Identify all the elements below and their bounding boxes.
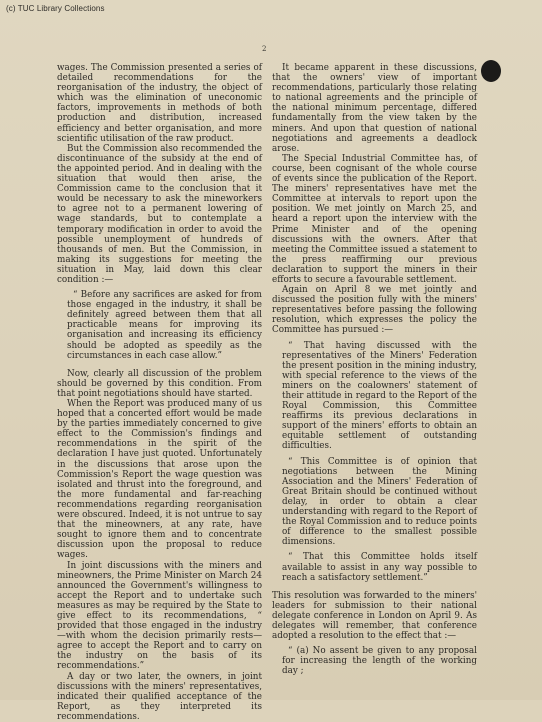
paragraph: But the Commission also recommended the discontinuance of the subsidy at the end of the appointed period. And in dealing with the situation that would then arise, the Commission came to the conclusion that it would be necessary to ask the mineworkers to agree not to a permanent lowering of wage standards, but to contemplate a temporary modification in order to avoid the possible unemployment of hundreds of thousands of men. But the Commission, in making its suggestions for meeting the situation in May, laid down this clear condition :— (57, 143, 262, 285)
block-quote: “ That this Committee holds itself available to assist in any way possible to reach a satisfactory settlement.” (282, 552, 477, 583)
paragraph: Again on April 8 we met jointly and discussed the position fully with the miners' representatives before passing the following resolution, which expresses the policy the Committee has pursued :— (272, 285, 477, 336)
paragraph: The Special Industrial Committee has, of course, been cognisant of the whole course of events since the publication of the Report. The miners' representatives have met the Committee at intervals to report upon the position. We met jointly on March 25, and heard a report upon the interview with the Prime Minister and of the opening discussions with the owners. After that meeting the Committee issued a statement to the press reaffirming our previous declaration to support the miners in their efforts to secure a favourable settlement. (272, 153, 477, 285)
page-number: 2 (262, 45, 267, 53)
right-column (272, 63, 477, 676)
paragraph: Now, clearly all discussion of the problem should be governed by this condition. From that point negotiations should have started. (57, 368, 262, 399)
punch-hole (481, 60, 501, 82)
paragraph: In joint discussions with the miners and mineowners, the Prime Minister on March 24 announced the Government's willingness to accept the Report and to undertake such measures as may be required by the State to give effect to its recommendations, “ provided that those engaged in the industry—with whom the decision primarily rests—agree to accept the Report and to carry on the industry on the basis of its recommendations.” (57, 560, 262, 672)
paragraph: When the Report was produced many of us hoped that a concerted effort would be made by the parties immediately concerned to give effect to the Commission's findings and recommendations in the spirit of the declaration I have just quoted. Unfortunately in the discussions that arose upon the Commission's Report the wage question was isolated and thrust into the foreground, and the more fundamental and far-reaching recommendations regarding reorganisation were obscured. Indeed, it is not untrue to say that the mineowners, at any rate, have sought to ignore them and to concentrate discussion upon the proposal to reduce wages. (57, 399, 262, 561)
block-quote: “ (a) No assent be given to any proposal for increasing the length of the working day ; (282, 646, 477, 677)
copyright-watermark: (c) TUC Library Collections (6, 4, 105, 13)
left-column (57, 63, 262, 722)
block-quote: “ This Committee is of opinion that negotiations between the Mining Association and the Miners' Federation of Great Britain should be continued without delay, in order to obtain a clear understanding with regard to the Report of the Royal Commission and to reduce points of difference to the smallest possible dimensions. (282, 456, 477, 548)
paragraph: A day or two later, the owners, in joint discussions with the miners' representatives, indicated their qualified acceptance of the Report, as they interpreted its recommendations. (57, 671, 262, 722)
paragraph: This resolution was forwarded to the miners' leaders for submission to their national delegate conference in London on April 9. As delegates will remember, that conference adopted a resolution to the effect that :— (272, 590, 477, 642)
paragraph: wages. The Commission presented a series of detailed recommendations for the reorganisation of the industry, the object of which was the elimination of uneconomic factors, improvements in methods of both production and distribution, increased efficiency and better organisation, and more scientific utilisation of the raw product. (57, 63, 262, 144)
block-quote: “ Before any sacrifices are asked for from those engaged in the industry, it shall be definitely agreed between them that all practicable means for improving its organisation and increasing its efficiency should be adopted as speedily as the circumstances in each case allow.” (67, 290, 262, 361)
block-quote: “ That having discussed with the representatives of the Miners' Federation the present position in the mining industry, with special reference to the views of the miners on the coalowners' statement of their attitude in regard to the Report of the Royal Commission, this Committee reaffirms its previous declarations in support of the miners' efforts to obtain an equitable settlement of outstanding difficulties. (282, 340, 477, 452)
paragraph: It became apparent in these discussions, that the owners' view of important recommendations, particularly those relating to national agreements and the principle of the national minimum percentage, differed fundamentally from the view taken by the miners. And upon that question of national negotiations and agreements a deadlock arose. (272, 63, 477, 154)
